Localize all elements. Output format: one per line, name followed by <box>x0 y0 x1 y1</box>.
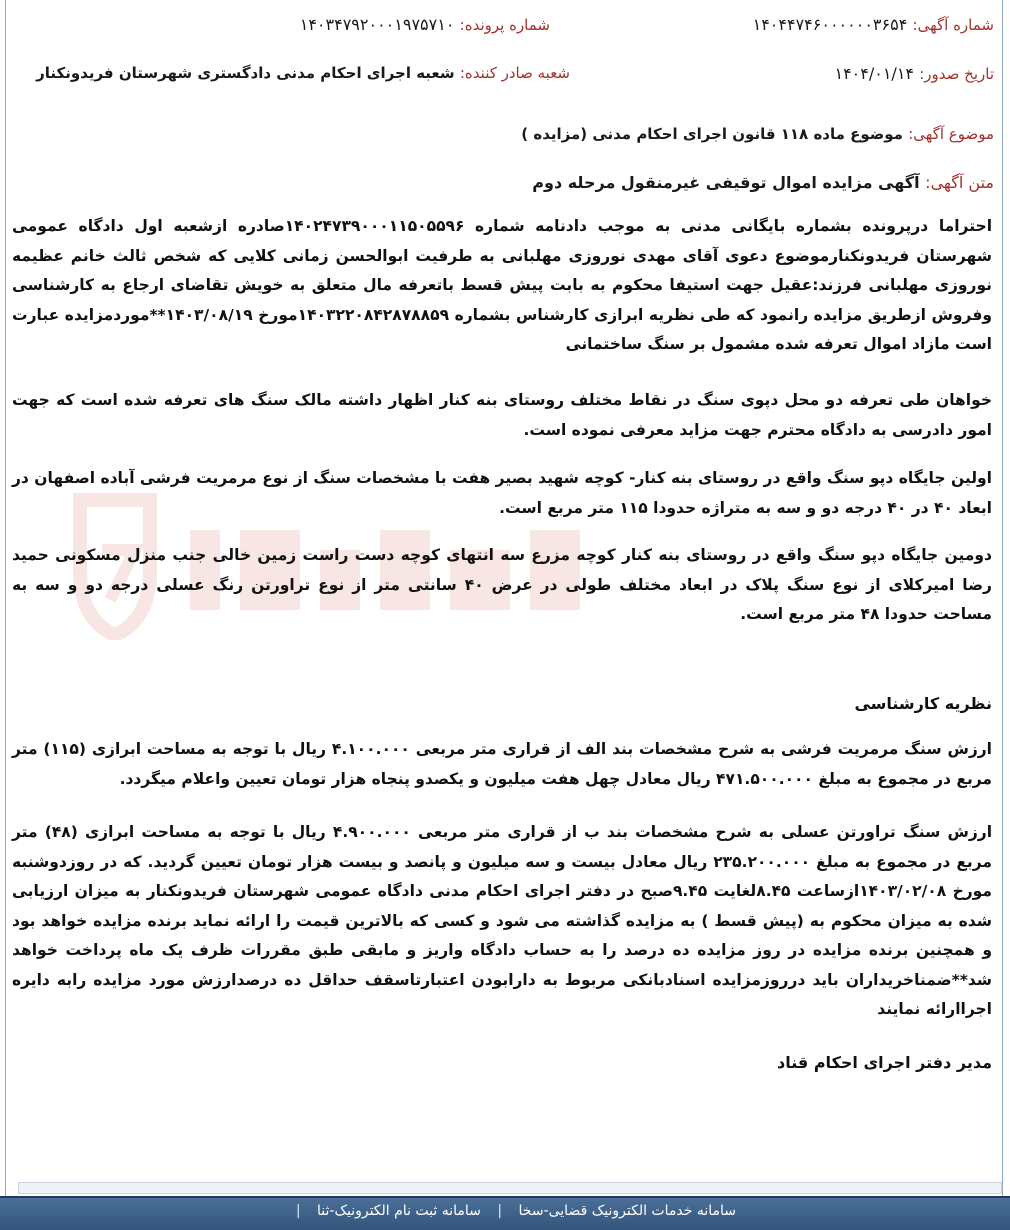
footer-link-sakha[interactable]: سامانه خدمات الکترونیک قضایی-سخا <box>518 1203 736 1219</box>
issue-date: تاریخ صدور: ۱۴۰۴/۰۱/۱۴ <box>834 64 994 83</box>
expert-opinion-title: نظریه کارشناسی <box>854 694 992 713</box>
ad-subject: موضوع آگهی: موضوع ماده ۱۱۸ قانون اجرای احکام مدنی (مزایده ) <box>521 125 994 143</box>
issuer: شعبه صادر کننده: شعبه اجرای احکام مدنی دادگستری شهرستان فریدونکنار <box>36 64 570 82</box>
ad-number: شماره آگهی: ۱۴۰۴۴۷۴۶۰۰۰۰۰۰۳۶۵۴ <box>752 15 994 34</box>
paragraph-second-depot: دومین جایگاه دپو سنگ واقع در روستای بنه کنار کوچه مزرع سه انتهای کوچه دست راست زمین خالی جنب منزل مسکونی حمید رضا امیرکلای از نوع سنگ پلاک در ابعاد مختلف طولی در عرض ۴۰ سانتی متر از نوع تراورتن رنگ عسلی درجه دو و سه به مساحت حدودا ۴۸ متر مربع است. <box>12 546 992 623</box>
footer-separator-end: | <box>295 1203 301 1219</box>
footer-bar <box>0 1196 1010 1230</box>
signature: مدیر دفتر اجرای احکام قناد <box>777 1053 992 1072</box>
footer-separator: | <box>497 1203 503 1219</box>
paragraph-travertine-value: ارزش سنگ تراورتن عسلی به شرح مشخصات بند ب از قراری متر مربعی ۴.۹۰۰.۰۰۰ ریال با توجه به مساحت ابرازی (۴۸) متر مربع در مجموع به مبلغ ۲۳۵.۲۰۰.۰۰۰ ریال معادل بیست و سه میلیون و پانصد و بیست هزار تومان تعیین گردید. که در روزدوشنبه مورخ ۱۴۰۳/۰۲/۰۸ازساعت ۸.۴۵لغایت ۹.۴۵صبح در دفتر اجرای احکام مدنی دادگاه عمومی شهرستان فریدونکنار به میزان ارزیابی شده به میزان محکوم به (پیش قسط ) به مزایده گذاشته می شود و کسی که بالاترین قیمت را ارائه نماید برنده مزایده خواهد بود و همچنین برنده مزایده در روز مزایده ده درصد را به حساب دادگاه واریز و مابقی طبق مقررات ظرف یک ماه پرداخت خواهد شد**ضمناخریداران باید درروزمزایده اسنادبانکی مربوط به دارابودن اعتبارتاسقف حداقل ده درصدارزش مورد مزایده رابه دایره اجراارائه نمایند <box>12 823 993 1018</box>
case-number: شماره پرونده: ۱۴۰۳۴۷۹۲۰۰۰۱۹۷۵۷۱۰ <box>299 15 550 34</box>
paragraph-case-details: احتراما درپرونده بشماره بایگانی مدنی به موجب دادنامه شماره ۱۴۰۲۴۷۳۹۰۰۰۱۱۵۰۵۵۹۶صادره ازشعبه اول دادگاه عمومی شهرستان فریدونکنارموضوع دعوی آقای مهدی نوروزی مهلبانی به طرفیت ابوالحسن زمانی کلایی که شخص ثالث خانم عظیمه نوروزی مهلبانی فرزند:عقیل جهت استیفا محکوم به بابت پیش قسط باتعرفه مال متعلق به خویش تقاضای ارجاع به کارشناسی وفروش ازطریق مزایده رانمود که طی نظریه ابرازی کارشناس بشماره ۱۴۰۳۲۲۰۸۴۲۸۷۸۸۵۹مورخ ۱۴۰۳/۰۸/۱۹**موردمزایده عبارت است مازاد اموال تعرفه شده مشمول بر سنگ ساختمانی <box>12 217 993 353</box>
paragraph-first-depot: اولین جایگاه دپو سنگ واقع در روستای بنه کنار- کوچه شهید بصیر هفت با مشخصات سنگ از نوع مرمریت فرشی آباده اصفهان در ابعاد ۴۰ در ۴۰ درجه دو و سه به متراژه حدودا ۱۱۵ متر مربع است. <box>12 469 992 517</box>
footer-link-sana[interactable]: سامانه ثبت نام الکترونیک-ثنا <box>317 1203 481 1219</box>
footer-links <box>290 1203 742 1219</box>
horizontal-scrollbar[interactable] <box>18 1182 1002 1194</box>
ad-text-title: متن آگهی: آگهی مزایده اموال توقیفی غیرمنقول مرحله دوم <box>532 173 994 192</box>
paragraph-marble-value: ارزش سنگ مرمریت فرشی به شرح مشخصات بند الف از قراری متر مربعی ۴.۱۰۰.۰۰۰ ریال با توجه به مساحت ابرازی (۱۱۵) متر مربع در مجموع به مبلغ ۴۷۱.۵۰۰.۰۰۰ ریال معادل چهل هفت میلیون و یکصدو پنجاه هزار تومان تعیین واعلام میگردد. <box>12 740 992 788</box>
paragraph-claimant: خواهان طی تعرفه دو محل دپوی سنگ در نقاط مختلف روستای بنه کنار اظهار داشته مالک سنگ های تعرفه شده است که جهت امور دادرسی به دادگاه محترم جهت مزاید معرفی نموده است. <box>12 391 992 439</box>
